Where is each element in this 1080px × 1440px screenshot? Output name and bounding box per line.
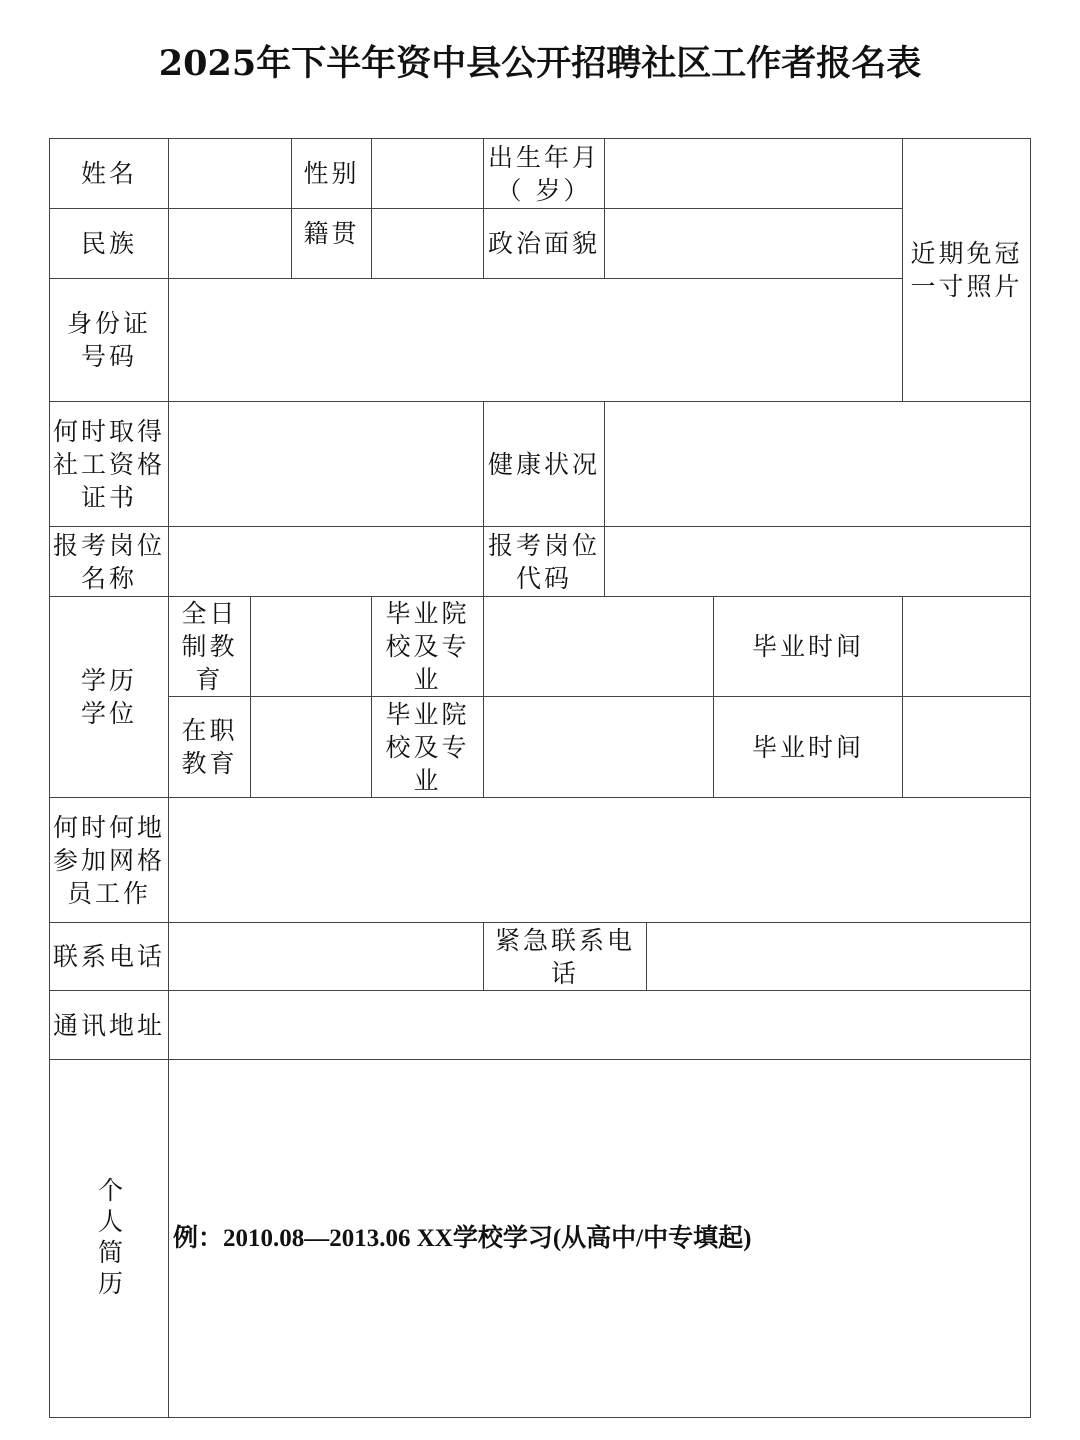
- fulltime-degree-field[interactable]: [250, 596, 372, 697]
- address-label: 通讯地址: [49, 990, 169, 1060]
- grid-worker-label: 何时何地 参加网格 员工作: [49, 797, 169, 923]
- education-label: 学历 学位: [49, 596, 169, 798]
- grid-worker-field[interactable]: [168, 797, 1031, 923]
- post-name-field[interactable]: [168, 526, 484, 597]
- birth-field[interactable]: [604, 138, 903, 209]
- fulltime-school-label: 毕业院 校及专 业: [371, 596, 484, 697]
- id-number-label: 身份证 号码: [49, 278, 169, 402]
- gender-label: 性别: [291, 138, 372, 209]
- inservice-education-label: 在职 教育: [168, 696, 251, 798]
- fulltime-education-label: 全日 制教 育: [168, 596, 251, 697]
- post-name-label: 报考岗位 名称: [49, 526, 169, 597]
- form-title: 2025年下半年资中县公开招聘社区工作者报名表: [158, 43, 922, 84]
- inservice-grad-time-label: 毕业时间: [713, 696, 903, 798]
- id-number-field[interactable]: [168, 278, 903, 402]
- fulltime-school-field[interactable]: [483, 596, 714, 697]
- name-field[interactable]: [168, 138, 292, 209]
- cert-label: 何时取得 社工资格 证书: [49, 401, 169, 527]
- phone-field[interactable]: [168, 922, 484, 991]
- health-field[interactable]: [604, 401, 1031, 527]
- political-status-label: 政治面貌: [483, 208, 605, 279]
- resume-label: 个人简历: [49, 1059, 169, 1418]
- political-status-field[interactable]: [604, 208, 903, 279]
- birth-label: 出生年月 （ 岁）: [483, 138, 605, 209]
- ethnicity-label: 民族: [49, 208, 169, 279]
- post-code-field[interactable]: [604, 526, 1031, 597]
- ethnicity-field[interactable]: [168, 208, 292, 279]
- inservice-school-field[interactable]: [483, 696, 714, 798]
- native-place-field[interactable]: [371, 208, 484, 279]
- address-field[interactable]: [168, 990, 1031, 1060]
- native-place-label: 籍贯: [291, 208, 372, 279]
- emergency-phone-label: 紧急联系电 话: [483, 922, 647, 991]
- cert-field[interactable]: [168, 401, 484, 527]
- emergency-phone-field[interactable]: [646, 922, 1031, 991]
- resume-example-text: 例：2010.08—2013.06 XX学校学习(从高中/中专填起): [173, 1225, 752, 1252]
- post-code-label: 报考岗位 代码: [483, 526, 605, 597]
- inservice-grad-time-field[interactable]: [902, 696, 1031, 798]
- fulltime-grad-time-label: 毕业时间: [713, 596, 903, 697]
- photo-box[interactable]: 近期免冠 一寸照片: [902, 138, 1031, 402]
- phone-label: 联系电话: [49, 922, 169, 991]
- name-label: 姓名: [49, 138, 169, 209]
- inservice-school-label: 毕业院 校及专 业: [371, 696, 484, 798]
- resume-field[interactable]: [168, 1059, 1031, 1418]
- gender-field[interactable]: [371, 138, 484, 209]
- registration-form-table: [49, 138, 1031, 1418]
- inservice-degree-field[interactable]: [250, 696, 372, 798]
- fulltime-grad-time-field[interactable]: [902, 596, 1031, 697]
- health-label: 健康状况: [483, 401, 605, 527]
